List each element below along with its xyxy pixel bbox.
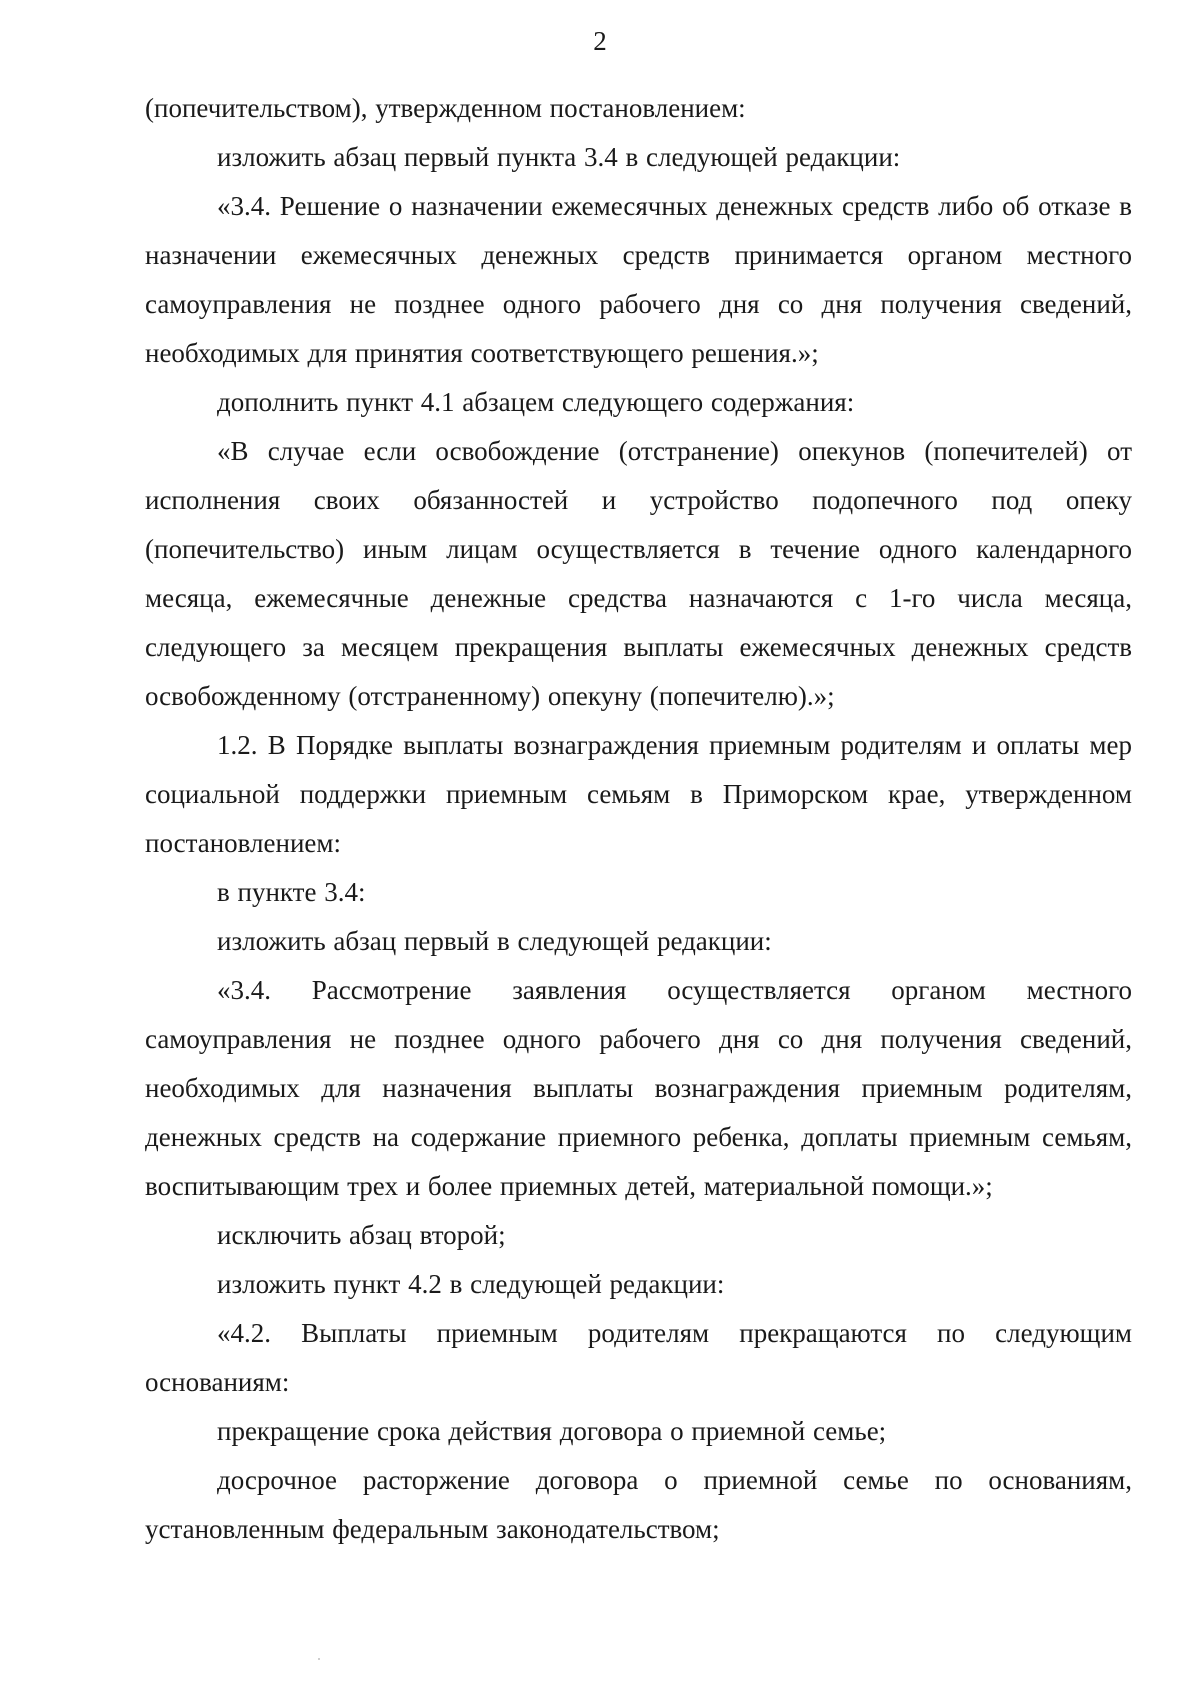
paragraph-14: досрочное расторжение договора о приемной семье по основаниям, установленным федеральным законодательством; <box>145 1465 1132 1544</box>
paragraph-7: в пункте 3.4: <box>217 877 366 907</box>
paragraph-12: «4.2. Выплаты приемным родителям прекращаются по следующим основаниям: <box>145 1318 1132 1397</box>
paragraph-6: 1.2. В Порядке выплаты вознаграждения приемным родителям и оплаты мер социальной поддержки приемным семьям в Приморском крае, утвержденном постановлением: <box>145 730 1132 858</box>
paragraph-10: исключить абзац второй; <box>217 1220 506 1250</box>
paragraph-5: «В случае если освобождение (отстранение) опекунов (попечителей) от исполнения своих обязанностей и устройство подопечного под опеку (попечительство) иным лицам осуществляется в течение одного календарного месяца, ежемесячные денежные средства назначаются с 1-го числа месяца, следующего за месяцем прекращения выплаты ежемесячных денежных средств освобожденному (отстраненному) опекуну (попечителю).»; <box>145 436 1132 711</box>
paragraph-8: изложить абзац первый в следующей редакции: <box>217 926 772 956</box>
paragraph-2: изложить абзац первый пункта 3.4 в следующей редакции: <box>217 142 901 172</box>
paragraph-4: дополнить пункт 4.1 абзацем следующего содержания: <box>217 387 855 417</box>
paragraph-13: прекращение срока действия договора о приемной семье; <box>217 1416 887 1446</box>
paragraph-1: (попечительством), утвержденном постановлением: <box>145 93 746 123</box>
page-number: 2 <box>593 26 607 56</box>
paragraph-3: «3.4. Решение о назначении ежемесячных денежных средств либо об отказе в назначении ежемесячных денежных средств принимается органом местного самоуправления не позднее одного рабочего дня со дня получения сведений, необходимых для принятия соответствующего решения.»; <box>145 191 1132 368</box>
scan-speck <box>318 1658 320 1660</box>
paragraph-9: «3.4. Рассмотрение заявления осуществляется органом местного самоуправления не позднее одного рабочего дня со дня получения сведений, необходимых для назначения выплаты вознаграждения приемным родителям, денежных средств на содержание приемного ребенка, доплаты приемным семьям, воспитывающим трех и более приемных детей, материальной помощи.»; <box>145 975 1132 1201</box>
document-body <box>145 84 1132 1554</box>
paragraph-11: изложить пункт 4.2 в следующей редакции: <box>217 1269 725 1299</box>
